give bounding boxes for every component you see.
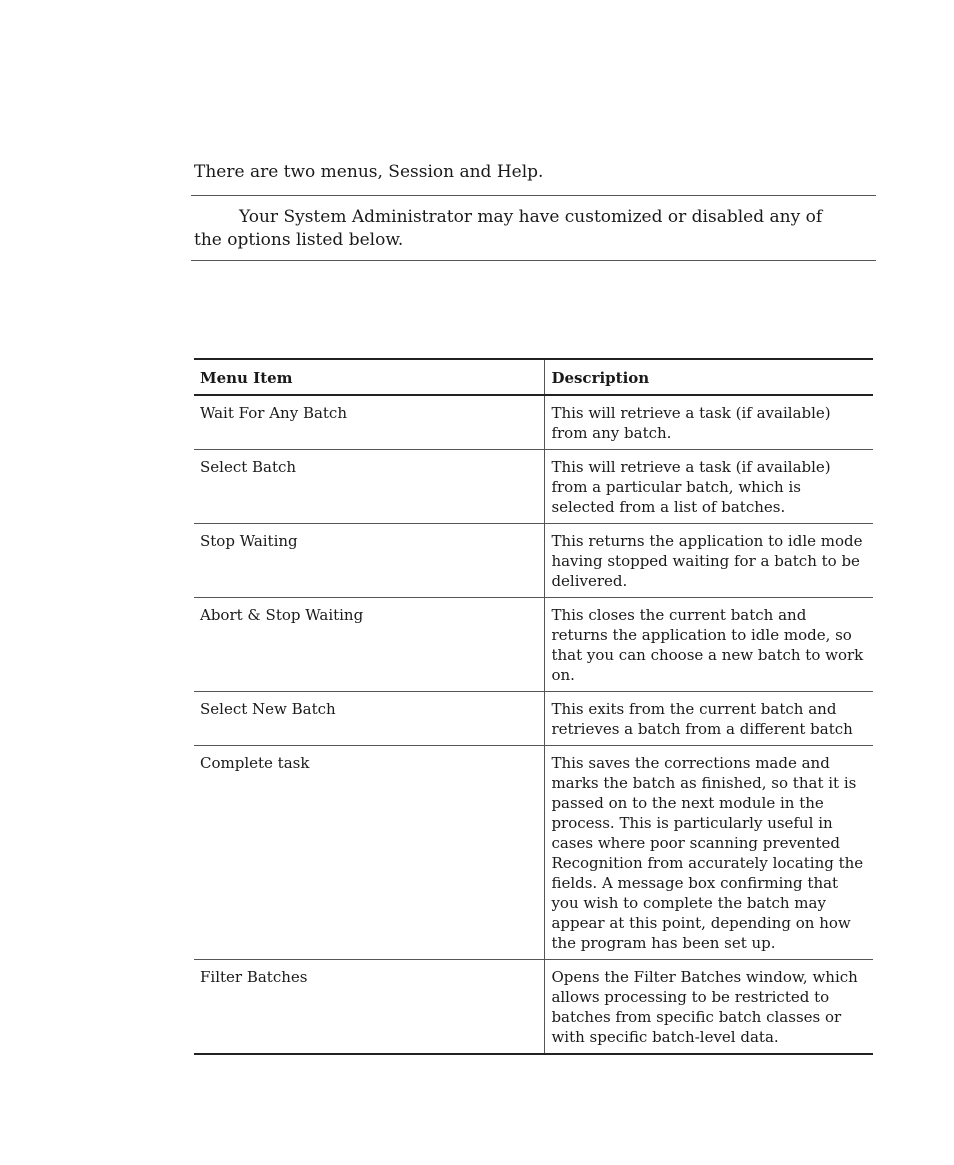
header-menu-item: Menu Item: [194, 359, 545, 395]
admin-note-box: [191, 195, 876, 261]
menu-item-cell: Complete task: [194, 746, 545, 960]
menu-item-cell: Stop Waiting: [194, 524, 545, 598]
table-row: [194, 450, 873, 524]
table-row: [194, 524, 873, 598]
table-header-row: [194, 359, 873, 395]
table-row: [194, 395, 873, 450]
description-cell: This saves the corrections made and marks the batch as finished, so that it is passed on to the next module in the process. This is particularly useful in cases where poor scanning prevented Recognition from accurately locating the fields. A message box confirming that you wish to complete the batch may appear at this point, depending on how the program has been set up.: [545, 746, 873, 960]
menu-item-cell: Select Batch: [194, 450, 545, 524]
description-cell: This returns the application to idle mode having stopped waiting for a batch to be delivered.: [545, 524, 873, 598]
menu-item-cell: Wait For Any Batch: [194, 395, 545, 450]
menu-item-cell: Filter Batches: [194, 960, 545, 1055]
table-row: [194, 598, 873, 692]
table-row: [194, 692, 873, 746]
description-cell: This closes the current batch and returns the application to idle mode, so that you can choose a new batch to work on.: [545, 598, 873, 692]
menu-item-cell: Abort & Stop Waiting: [194, 598, 545, 692]
description-cell: This exits from the current batch and retrieves a batch from a different batch: [545, 692, 873, 746]
intro-paragraph: There are two menus, Session and Help.: [194, 162, 544, 182]
table-row: [194, 746, 873, 960]
session-menu-table: [194, 358, 873, 1055]
table-row: [194, 960, 873, 1055]
description-cell: Opens the Filter Batches window, which allows processing to be restricted to batches from specific batch classes or with specific batch-level data.: [545, 960, 873, 1055]
description-cell: This will retrieve a task (if available) from any batch.: [545, 395, 873, 450]
admin-note-text: Your System Administrator may have customized or disabled any of the options listed below.: [194, 207, 823, 250]
menu-item-cell: Select New Batch: [194, 692, 545, 746]
description-cell: This will retrieve a task (if available) from a particular batch, which is selected from a list of batches.: [545, 450, 873, 524]
header-description: Description: [545, 359, 873, 395]
